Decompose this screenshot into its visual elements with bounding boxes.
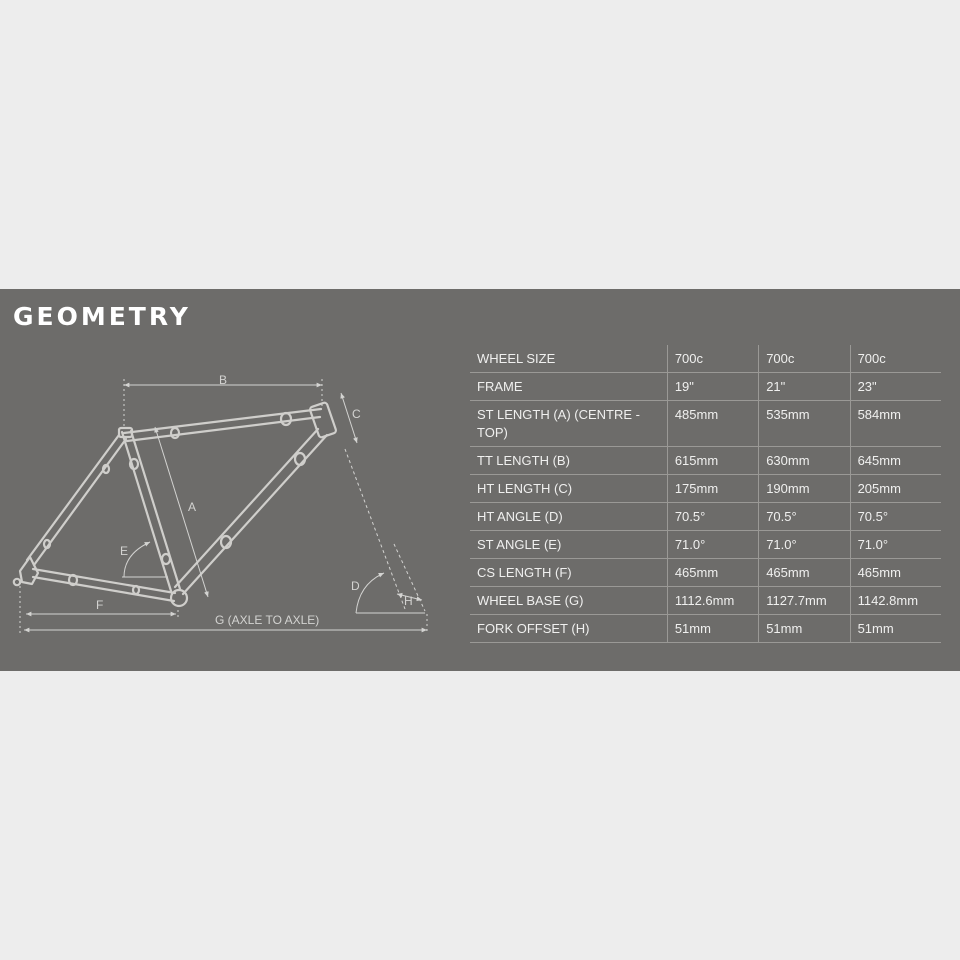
dimension-label-h: H bbox=[404, 594, 413, 608]
table-row bbox=[470, 373, 941, 401]
row-value: 70.5° bbox=[667, 503, 758, 531]
row-value: 71.0° bbox=[850, 531, 941, 559]
row-value: 51mm bbox=[667, 615, 758, 643]
top-tube bbox=[124, 409, 321, 441]
row-value: 700c bbox=[759, 345, 850, 373]
row-label: FRAME bbox=[470, 373, 667, 401]
row-value: 630mm bbox=[759, 447, 850, 475]
seat-tube bbox=[122, 431, 180, 591]
bike-frame bbox=[14, 402, 337, 606]
row-value: 190mm bbox=[759, 475, 850, 503]
row-value: 615mm bbox=[667, 447, 758, 475]
chain-stay bbox=[33, 569, 175, 601]
dimension-label-f: F bbox=[96, 598, 104, 612]
row-label: WHEEL BASE (G) bbox=[470, 587, 667, 615]
dimension-label-a: A bbox=[188, 500, 197, 514]
row-value: 584mm bbox=[850, 401, 941, 447]
rear-axle bbox=[14, 579, 20, 585]
dimension-lines bbox=[20, 379, 427, 634]
row-value: 465mm bbox=[850, 559, 941, 587]
row-value: 71.0° bbox=[759, 531, 850, 559]
row-value: 23" bbox=[850, 373, 941, 401]
row-value: 645mm bbox=[850, 447, 941, 475]
row-value: 700c bbox=[667, 345, 758, 373]
row-value: 465mm bbox=[667, 559, 758, 587]
dimension-label-g: G (AXLE TO AXLE) bbox=[215, 613, 320, 627]
row-label: HT ANGLE (D) bbox=[470, 503, 667, 531]
row-value: 70.5° bbox=[850, 503, 941, 531]
row-value: 1127.7mm bbox=[759, 587, 850, 615]
row-value: 51mm bbox=[759, 615, 850, 643]
table-row bbox=[470, 615, 941, 643]
row-value: 485mm bbox=[667, 401, 758, 447]
row-value: 535mm bbox=[759, 401, 850, 447]
dimension-label-b: B bbox=[219, 373, 228, 387]
table-row bbox=[470, 447, 941, 475]
row-label: ST LENGTH (A) (CENTRE - TOP) bbox=[470, 401, 667, 447]
row-label: WHEEL SIZE bbox=[470, 345, 667, 373]
table-row bbox=[470, 559, 941, 587]
table-row bbox=[470, 345, 941, 373]
row-value: 700c bbox=[850, 345, 941, 373]
page-title: GEOMETRY bbox=[13, 302, 191, 331]
row-label: CS LENGTH (F) bbox=[470, 559, 667, 587]
geometry-panel bbox=[0, 289, 960, 671]
row-value: 19" bbox=[667, 373, 758, 401]
dimension-a bbox=[155, 427, 208, 597]
row-value: 70.5° bbox=[759, 503, 850, 531]
row-label: HT LENGTH (C) bbox=[470, 475, 667, 503]
row-value: 175mm bbox=[667, 475, 758, 503]
row-value: 1142.8mm bbox=[850, 587, 941, 615]
frame-geometry-diagram bbox=[0, 289, 450, 671]
table-row bbox=[470, 531, 941, 559]
down-tube bbox=[175, 429, 327, 594]
table-row bbox=[470, 475, 941, 503]
dimension-label-c: C bbox=[352, 407, 361, 421]
row-value: 21" bbox=[759, 373, 850, 401]
row-value: 51mm bbox=[850, 615, 941, 643]
row-value: 1112.6mm bbox=[667, 587, 758, 615]
row-value: 205mm bbox=[850, 475, 941, 503]
seat-stay bbox=[27, 435, 129, 565]
bottom-bracket bbox=[171, 590, 187, 606]
row-value: 465mm bbox=[759, 559, 850, 587]
row-label: FORK OFFSET (H) bbox=[470, 615, 667, 643]
dimension-label-d: D bbox=[351, 579, 360, 593]
geometry-table bbox=[470, 345, 941, 643]
row-label: ST ANGLE (E) bbox=[470, 531, 667, 559]
table-row bbox=[470, 587, 941, 615]
table-row bbox=[470, 503, 941, 531]
row-label: TT LENGTH (B) bbox=[470, 447, 667, 475]
table-row bbox=[470, 401, 941, 447]
row-value: 71.0° bbox=[667, 531, 758, 559]
dimension-label-e: E bbox=[120, 544, 129, 558]
